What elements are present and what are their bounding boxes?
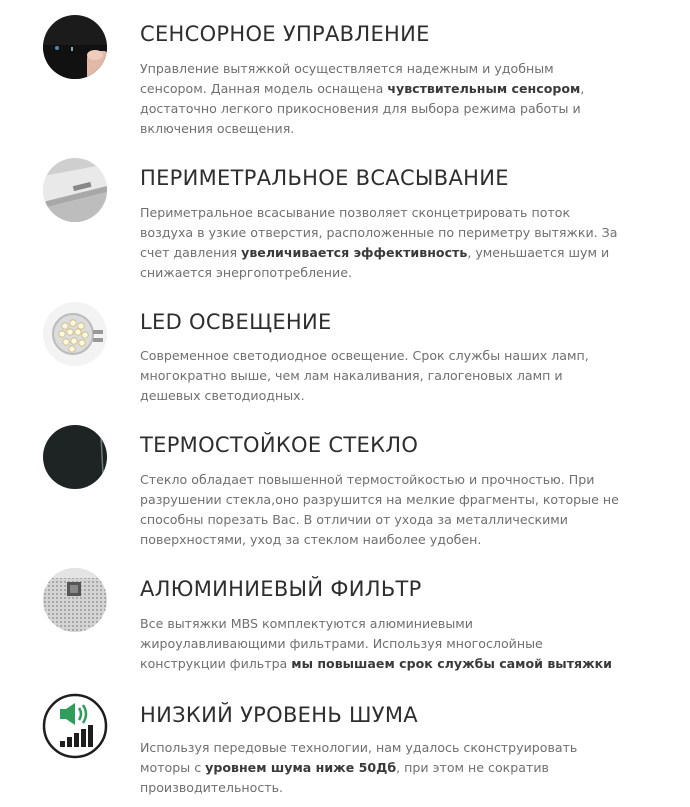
perimeter-suction-icon	[43, 158, 107, 222]
emphasis-text: увеличивается эффективность	[241, 245, 468, 260]
feature-description	[140, 203, 620, 283]
feature-description	[140, 614, 620, 674]
emphasis-text: чувствительным сенсором	[387, 81, 581, 96]
feature-title: АЛЮМИНИЕВЫЙ ФИЛЬТР	[140, 577, 422, 601]
text-segment: Современное светодиодное освещение. Срок службы наших ламп, многократно выше, чем лам накаливания, галогеновых ламп и дешевых светодиодных.	[140, 348, 589, 403]
feature-title: ТЕРМОСТОЙКОЕ СТЕКЛО	[140, 433, 419, 457]
feature-description	[140, 59, 620, 139]
low-noise-speaker-icon	[42, 693, 108, 759]
feature-description	[140, 470, 620, 550]
text-segment: , достаточно легкого прикосновения для выбора режима работы и включения освещения.	[140, 81, 585, 136]
text-segment: , при этом не сократив производительность.	[140, 760, 549, 795]
aluminum-filter-icon	[43, 568, 107, 632]
text-segment: Используя передовые технологии, нам удалось сконструировать моторы с	[140, 740, 578, 775]
feature-description	[140, 346, 620, 406]
tempered-glass-icon	[43, 425, 107, 489]
text-segment: Все вытяжки MBS комплектуются алюминиевыми жироулавливающими фильтрами. Используя многослойные конструкции фильтра	[140, 616, 543, 671]
led-lamp-icon	[43, 302, 107, 366]
feature-title: НИЗКИЙ УРОВЕНЬ ШУМА	[140, 703, 418, 727]
text-segment: , уменьшается шум и снижается энергопотребление.	[140, 245, 610, 280]
feature-title: ПЕРИМЕТРАЛЬНОЕ ВСАСЫВАНИЕ	[140, 166, 509, 190]
text-segment: Управление вытяжкой осуществляется надежным и удобным сенсором. Данная модель оснащена	[140, 61, 554, 96]
emphasis-text: мы повышаем срок службы самой вытяжки	[291, 656, 612, 671]
touch-sensor-icon	[43, 15, 107, 79]
emphasis-text: уровнем шума ниже 50Дб	[205, 760, 397, 775]
feature-title: LED ОСВЕЩЕНИЕ	[140, 310, 332, 334]
feature-description	[140, 738, 620, 798]
text-segment: Стекло обладает повышенной термостойкостью и прочностью. При разрушении стекла,оно разрушится на мелкие фрагменты, которые не способны порезать Вас. В отличии от ухода за металлическими поверхностями, уход за стеклом наиболее удобен.	[140, 472, 619, 547]
feature-title: СЕНСОРНОЕ УПРАВЛЕНИЕ	[140, 22, 430, 46]
text-segment: Периметральное всасывание позволяет сконцетрировать поток воздуха в узкие отверстия, расположенные по периметру вытяжки. За счет давления	[140, 205, 618, 260]
